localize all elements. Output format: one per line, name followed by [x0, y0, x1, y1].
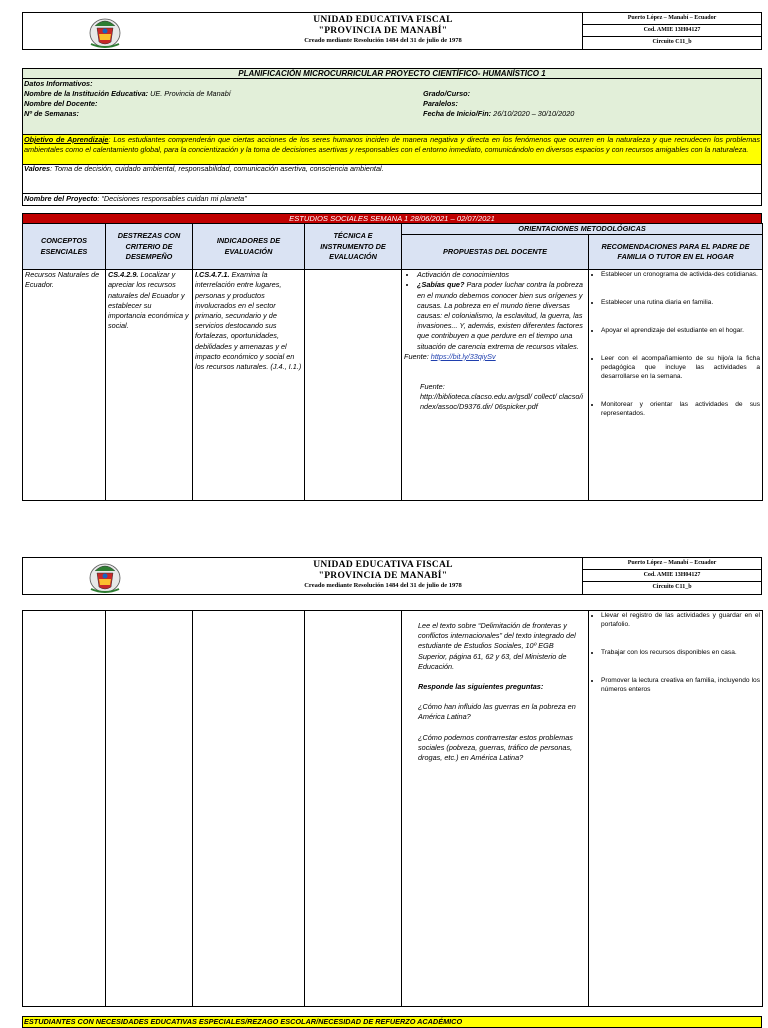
fuente-2-label: Fuente: — [420, 382, 445, 392]
header-titles — [173, 15, 593, 46]
province-name: "PROVINCIA DE MANABÍ" — [318, 26, 448, 36]
indicador-code: I.CS.4.7.1. — [195, 270, 230, 280]
pregunta-1: ¿Cómo han influido las guerras en la pobreza en América Latina? — [418, 702, 576, 722]
fuente-1-label: Fuente: — [404, 351, 431, 361]
location-text: Puerto López – Manabí – Ecuador — [583, 13, 761, 25]
list-item: • Establecer un cronograma de activida-des cotidianas. — [601, 270, 760, 279]
cell-tecnica — [305, 611, 402, 1007]
valores-label: Valores — [24, 164, 51, 173]
docente-label: Nombre del Docente: — [24, 99, 98, 108]
fecha-value: 26/10/2020 – 30/10/2020 — [491, 109, 575, 118]
header-titles — [173, 560, 593, 591]
circuit-code: Circuito C11_b — [652, 584, 692, 590]
school-crest-icon — [87, 559, 123, 595]
institucion-label: Nombre de la Institución Educativa: — [24, 89, 149, 98]
objetivo-text: : Los estudiantes comprenderán que ciertas acciones de los seres humanos inciden de manera negativa y directa en los fenómenos que ocurren en la naturaleza y que recrudecen los problemas ambientales como el calentamiento global, para la concientización y la toma de decisiones asertivas y responsables con el entorno inmediato, comunicándolo en diversos espacios y con recursos amigables con la naturaleza. — [24, 135, 760, 154]
list-item — [417, 280, 586, 351]
valores — [22, 164, 762, 194]
institucion-row — [24, 89, 231, 99]
nee-bar: ESTUDIANTES CON NECESIDADES EDUCATIVAS ESPECIALES/REZAGO ESCOLAR/NECESIDAD DE REFUERZO ACADÉMICO — [22, 1016, 762, 1028]
header-recomendaciones: RECOMENDACIONES PARA EL PADRE DE FAMILIA O TUTOR EN EL HOGAR — [589, 235, 763, 270]
nombre-proyecto — [22, 193, 762, 206]
fecha-label: Fecha de Inicio/Fin: — [423, 109, 492, 118]
responde-heading: Responde las siguientes preguntas: — [418, 682, 544, 692]
paralelos-label: Paralelos: — [423, 99, 458, 108]
cell-propuestas — [402, 270, 589, 501]
school-name: UNIDAD EDUCATIVA FISCAL — [313, 15, 453, 25]
header-info-box — [582, 13, 761, 49]
cell-recomendaciones — [589, 611, 763, 1007]
pregunta-2: ¿Cómo podemos contrarrestar estos problemas sociales (pobreza, guerras, tráfico de personas, drogas, etc.) en América Latina? — [418, 732, 573, 763]
semana-title: ESTUDIOS SOCIALES SEMANA 1 28/06/2021 – 02/07/2021 — [22, 213, 762, 224]
institucion-value: UE. Provincia de Manabí — [148, 89, 231, 98]
proyecto-text: : “Decisiones responsables cuidan mi planeta” — [97, 194, 247, 203]
header-indicadores: INDICADORES DE EVALUACIÓN — [193, 224, 305, 270]
lee-texto: Lee el texto sobre “Delimitación de fronteras y conflictos internacionales” del texto integrado del estudiante de Estudios Sociales, 10º EGB Superior, página 61, 62 y 63, del Ministerio de Educación. — [418, 621, 576, 671]
objetivo-label: Objetivo de Aprendizaje — [24, 135, 109, 144]
header-propuestas: PROPUESTAS DEL DOCENTE — [402, 235, 589, 270]
resolution-text: Creado mediante Resolución 1484 del 31 de julio de 1978 — [304, 37, 462, 44]
plan-title: PLANIFICACIÓN MICROCURRICULAR PROYECTO CIENTÍFICO- HUMANÍSTICO 1 — [22, 68, 762, 79]
list-item: • Trabajar con los recursos disponibles en casa. — [601, 648, 760, 657]
circuit-code: Circuito C11_b — [652, 39, 692, 45]
list-item: • Monitorear y orientar las actividades de sus representados. — [601, 400, 760, 418]
destreza-text: Localizar y apreciar los recursos naturales del Ecuador y establecer su importancia económica y social. — [108, 270, 189, 331]
header-info-box — [582, 558, 761, 594]
list-item: • Establecer una rutina diaria en familia. — [601, 298, 760, 307]
list-item: • Apoyar el aprendizaje del estudiante en el hogar. — [601, 326, 760, 335]
recomendaciones-list — [591, 611, 760, 694]
list-item: • Promover la lectura creativa en familia, incluyendo los números enteros — [601, 676, 760, 694]
location-text: Puerto López – Manabí – Ecuador — [583, 558, 761, 570]
table-row — [23, 611, 763, 1007]
amie-code: Cod. AMIE 13H04127 — [583, 570, 761, 582]
datos-heading: Datos Informativos: — [24, 79, 93, 88]
grado-label: Grado/Curso: — [423, 89, 471, 98]
page-1 — [22, 12, 762, 512]
header-tecnica: TÉCNICA E INSTRUMENTO DE EVALUACIÓN — [305, 224, 402, 270]
fuente-2-text: http://biblioteca.clacso.edu.ar/gsdl/ collect/ clacso/index/assoc/D9376.dir/ 06spicker.pdf — [420, 392, 584, 412]
cell-destreza — [106, 611, 193, 1007]
fuente-1-link[interactable]: https://bit.ly/33qiySv — [430, 351, 496, 361]
list-item: • Activación de conocimientos — [417, 270, 586, 280]
cell-recomendaciones — [589, 270, 763, 501]
cell-propuestas — [402, 611, 589, 1007]
school-crest-icon — [87, 14, 123, 50]
propuestas-list — [404, 270, 586, 352]
school-name: UNIDAD EDUCATIVA FISCAL — [313, 560, 453, 570]
list-item: • Leer con el acompañamiento de su hijo/a la ficha pedagógica que incluye las actividades a desarrollarse en la semana. — [601, 354, 760, 381]
list-item: • Llevar el registro de las actividades y guardar en el portafolio. — [601, 611, 760, 629]
header-orientaciones: ORIENTACIONES METODOLÓGICAS — [402, 224, 763, 235]
resolution-text: Creado mediante Resolución 1484 del 31 de julio de 1978 — [304, 582, 462, 589]
school-header-2 — [22, 557, 762, 595]
sabias-que-text: Para poder luchar contra la pobreza en el mundo debemos conocer bien sus orígenes y causas. La pobreza en el mundo tiene diversas causas: el colonialismo, la esclavitud, la guerra, las invasiones... Y, además, existen diferentes factores que contribuyen a que perdure en el tiempo una situación de carencia extrema de recursos vitales. — [417, 280, 583, 351]
fuente-1 — [404, 352, 586, 362]
indicador-text: Examina la interrelación entre lugares, personas y productos involucrados en el sector primario, secundario y de servicios destocando sus fortalezas, oportunidades, debilidades y amenazas y el impacto económico y social en los recursos naturales. (J.4., I.1.) — [195, 270, 302, 372]
cell-indicador — [193, 611, 305, 1007]
objetivo-aprendizaje — [22, 134, 762, 165]
proyecto-label: Nombre del Proyecto — [24, 194, 98, 203]
table-row — [23, 270, 763, 501]
semanas-label: Nº de Semanas: — [24, 109, 79, 118]
cell-indicador — [193, 270, 305, 501]
cell-conceptos — [23, 611, 106, 1007]
sabias-que: ¿Sabías que? — [417, 280, 465, 290]
header-destrezas: DESTREZAS CON CRITERIO DE DESEMPEÑO — [106, 224, 193, 270]
cell-destreza — [106, 270, 193, 501]
destreza-code: CS.4.2.9. — [108, 270, 139, 280]
header-conceptos: CONCEPTOS ESENCIALES — [23, 224, 106, 270]
planning-table-continued — [22, 610, 763, 1007]
fuente-2 — [404, 382, 586, 413]
province-name: "PROVINCIA DE MANABÍ" — [318, 571, 448, 581]
page-2 — [22, 557, 762, 1024]
school-header — [22, 12, 762, 50]
recomendaciones-list — [591, 270, 760, 418]
planning-table — [22, 223, 763, 501]
cell-conceptos: Recursos Naturales de Ecuador. — [23, 270, 106, 501]
amie-code: Cod. AMIE 13H04127 — [583, 25, 761, 37]
fecha-row — [423, 109, 574, 119]
cell-tecnica — [305, 270, 402, 501]
valores-text: : Toma de decisión, cuidado ambiental, responsabilidad, comunicación asertiva, consciencia ambiental. — [50, 164, 384, 173]
